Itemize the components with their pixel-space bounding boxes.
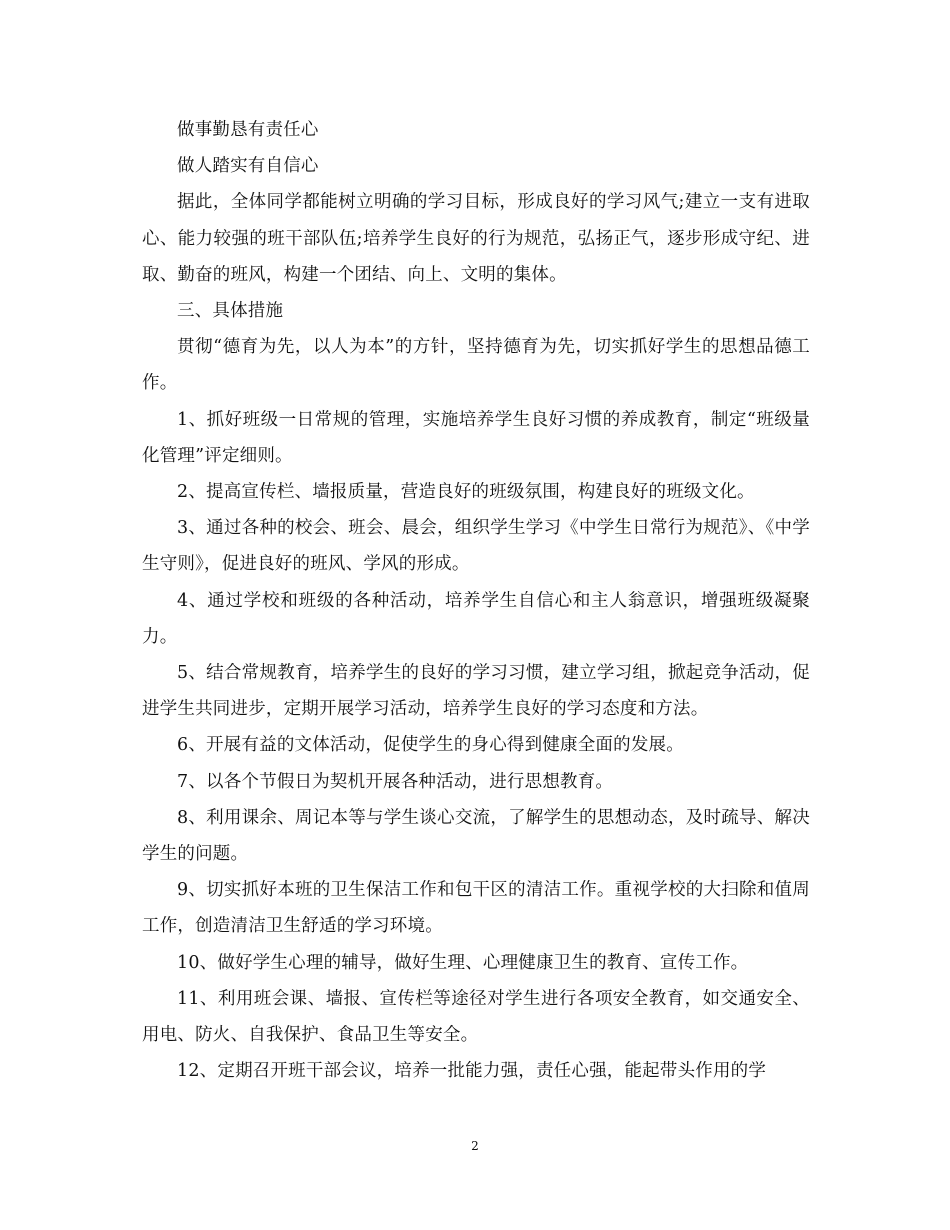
list-item: 9、切实抓好本班的卫生保洁工作和包干区的清洁工作。重视学校的大扫除和值周工作，创造清洁卫生舒适的学习环境。	[142, 880, 810, 937]
paragraph: 做人踏实有自信心	[177, 156, 319, 177]
list-item: 10、做好学生心理的辅导，做好生理、心理健康卫生的教育、宣传工作。	[177, 952, 749, 973]
list-item: 12、定期召开班干部会议，培养一批能力强，责任心强，能起带头作用的学	[177, 1061, 767, 1082]
section-heading: 三、具体措施	[177, 301, 284, 322]
list-item: 6、开展有益的文体活动，促使学生的身心得到健康全面的发展。	[177, 735, 684, 756]
list-item: 7、以各个节假日为契机开展各种活动，进行思想教育。	[177, 771, 614, 792]
paragraph: 据此，全体同学都能树立明确的学习目标，形成良好的学习风气;建立一支有进取心、能力较强的班干部队伍;培养学生良好的行为规范，弘扬正气，逐步形成守纪、进取、勤奋的班风，构建一个团结、向上、文明的集体。	[142, 192, 810, 285]
paragraph: 做事勤恳有责任心	[177, 120, 319, 140]
page-number: 2	[471, 1139, 479, 1153]
list-item: 5、结合常规教育，培养学生的良好的学习习惯，建立学习组，掀起竞争活动，促进学生共同进步，定期开展学习活动，培养学生良好的学习态度和方法。	[142, 663, 810, 720]
list-item: 4、通过学校和班级的各种活动，培养学生自信心和主人翁意识，增强班级凝聚力。	[142, 590, 810, 647]
list-item: 2、提高宣传栏、墙报质量，营造良好的班级氛围，构建良好的班级文化。	[177, 482, 755, 503]
list-item: 11、利用班会课、墙报、宣传栏等途径对学生进行各项安全教育，如交通安全、用电、防火、自我保护、食品卫生等安全。	[142, 988, 810, 1046]
list-item: 8、利用课余、周记本等与学生谈心交流，了解学生的思想动态，及时疏导、解决学生的问题。	[142, 807, 810, 865]
list-item: 3、通过各种的校会、班会、晨会，组织学生学习《中学生日常行为规范》、《中学生守则》，促进良好的班风、学风的形成。	[142, 518, 810, 575]
paragraph: 贯彻“德育为先，以人为本”的方针，坚持德育为先，切实抓好学生的思想品德工作。	[142, 337, 810, 394]
list-item: 1、抓好班级一日常规的管理，实施培养学生良好习惯的养成教育，制定“班级量化管理”评定细则。	[142, 409, 810, 466]
document-body	[142, 112, 810, 1089]
